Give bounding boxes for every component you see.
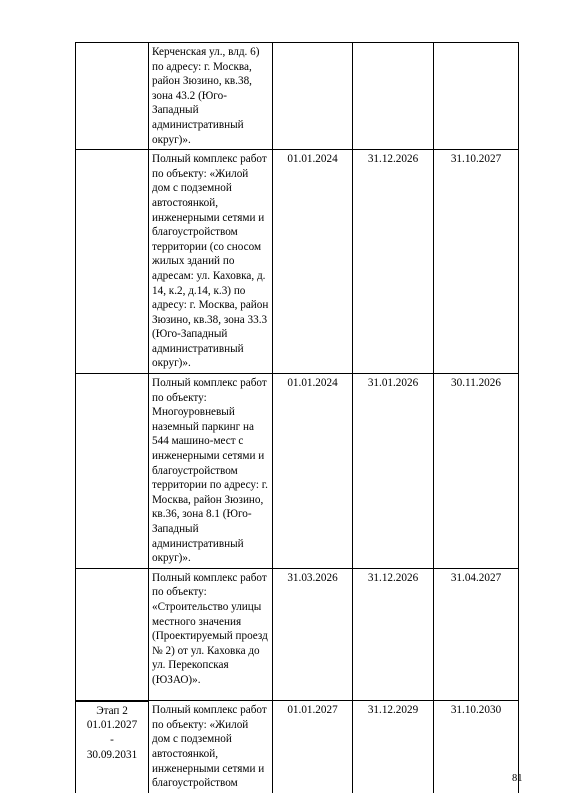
stage-cell — [76, 43, 149, 150]
description-cell: Полный комплекс работ по объекту: «Жилой дом с подземной автостоянкой, инженерными сетями и благоустройством — [149, 701, 273, 793]
deadline-cell: 31.10.2027 — [434, 150, 519, 374]
stage-cell — [76, 374, 149, 569]
stage-cell — [76, 701, 149, 793]
deadline-cell: 31.10.2030 — [434, 701, 519, 793]
start-date-cell: 01.01.2024 — [273, 374, 353, 569]
start-date-cell: 01.01.2027 — [273, 701, 353, 793]
deadline-cell: 31.04.2027 — [434, 568, 519, 701]
deadline-cell — [434, 43, 519, 150]
end-date-cell: 31.12.2029 — [353, 701, 434, 793]
stage-date-separator: - — [110, 733, 114, 746]
stage-title: Этап 2 — [96, 704, 128, 717]
end-date-cell: 31.01.2026 — [353, 374, 434, 569]
table-row — [76, 374, 519, 569]
start-date-cell: 31.03.2026 — [273, 568, 353, 701]
stage-start-date: 01.01.2027 — [86, 719, 138, 732]
stage-cell — [76, 150, 149, 374]
table-row — [76, 568, 519, 701]
table-row — [76, 43, 519, 150]
description-cell: Керченская ул., влд. 6) по адресу: г. Москва, район Зюзино, кв.38, зона 43.2 (Юго-Западный административный округ)». — [149, 43, 273, 150]
start-date-cell: 01.01.2024 — [273, 150, 353, 374]
table-row — [76, 701, 519, 793]
end-date-cell — [353, 43, 434, 150]
page-number: 81 — [512, 773, 523, 784]
description-cell: Полный комплекс работ по объекту: «Строительство улицы местного значения (Проектируемый проезд № 2) от ул. Каховка до ул. Перекопская (ЮЗАО)». — [149, 568, 273, 701]
description-cell: Полный комплекс работ по объекту: Многоуровневый наземный паркинг на 544 машино-мест с инженерными сетями и благоустройством территории по адресу: г. Москва, район Зюзино, кв.36, зона 8.1 (Юго-Западный административный округ)». — [149, 374, 273, 569]
stage-cell — [76, 568, 149, 701]
table-row — [76, 150, 519, 374]
schedule-table — [75, 42, 519, 793]
start-date-cell — [273, 43, 353, 150]
deadline-cell: 30.11.2026 — [434, 374, 519, 569]
end-date-cell: 31.12.2026 — [353, 150, 434, 374]
stage-end-date: 30.09.2031 — [86, 748, 138, 761]
end-date-cell: 31.12.2026 — [353, 568, 434, 701]
description-cell: Полный комплекс работ по объекту: «Жилой дом с подземной автостоянкой, инженерными сетями и благоустройством территории (со сносом жилых зданий по адресам: ул. Каховка, д. 14, к.2, д.14, к.3) по адресу: г. Москва, район Зюзино, кв.38, зона 33.3 (Юго-Западный административный округ)». — [149, 150, 273, 374]
